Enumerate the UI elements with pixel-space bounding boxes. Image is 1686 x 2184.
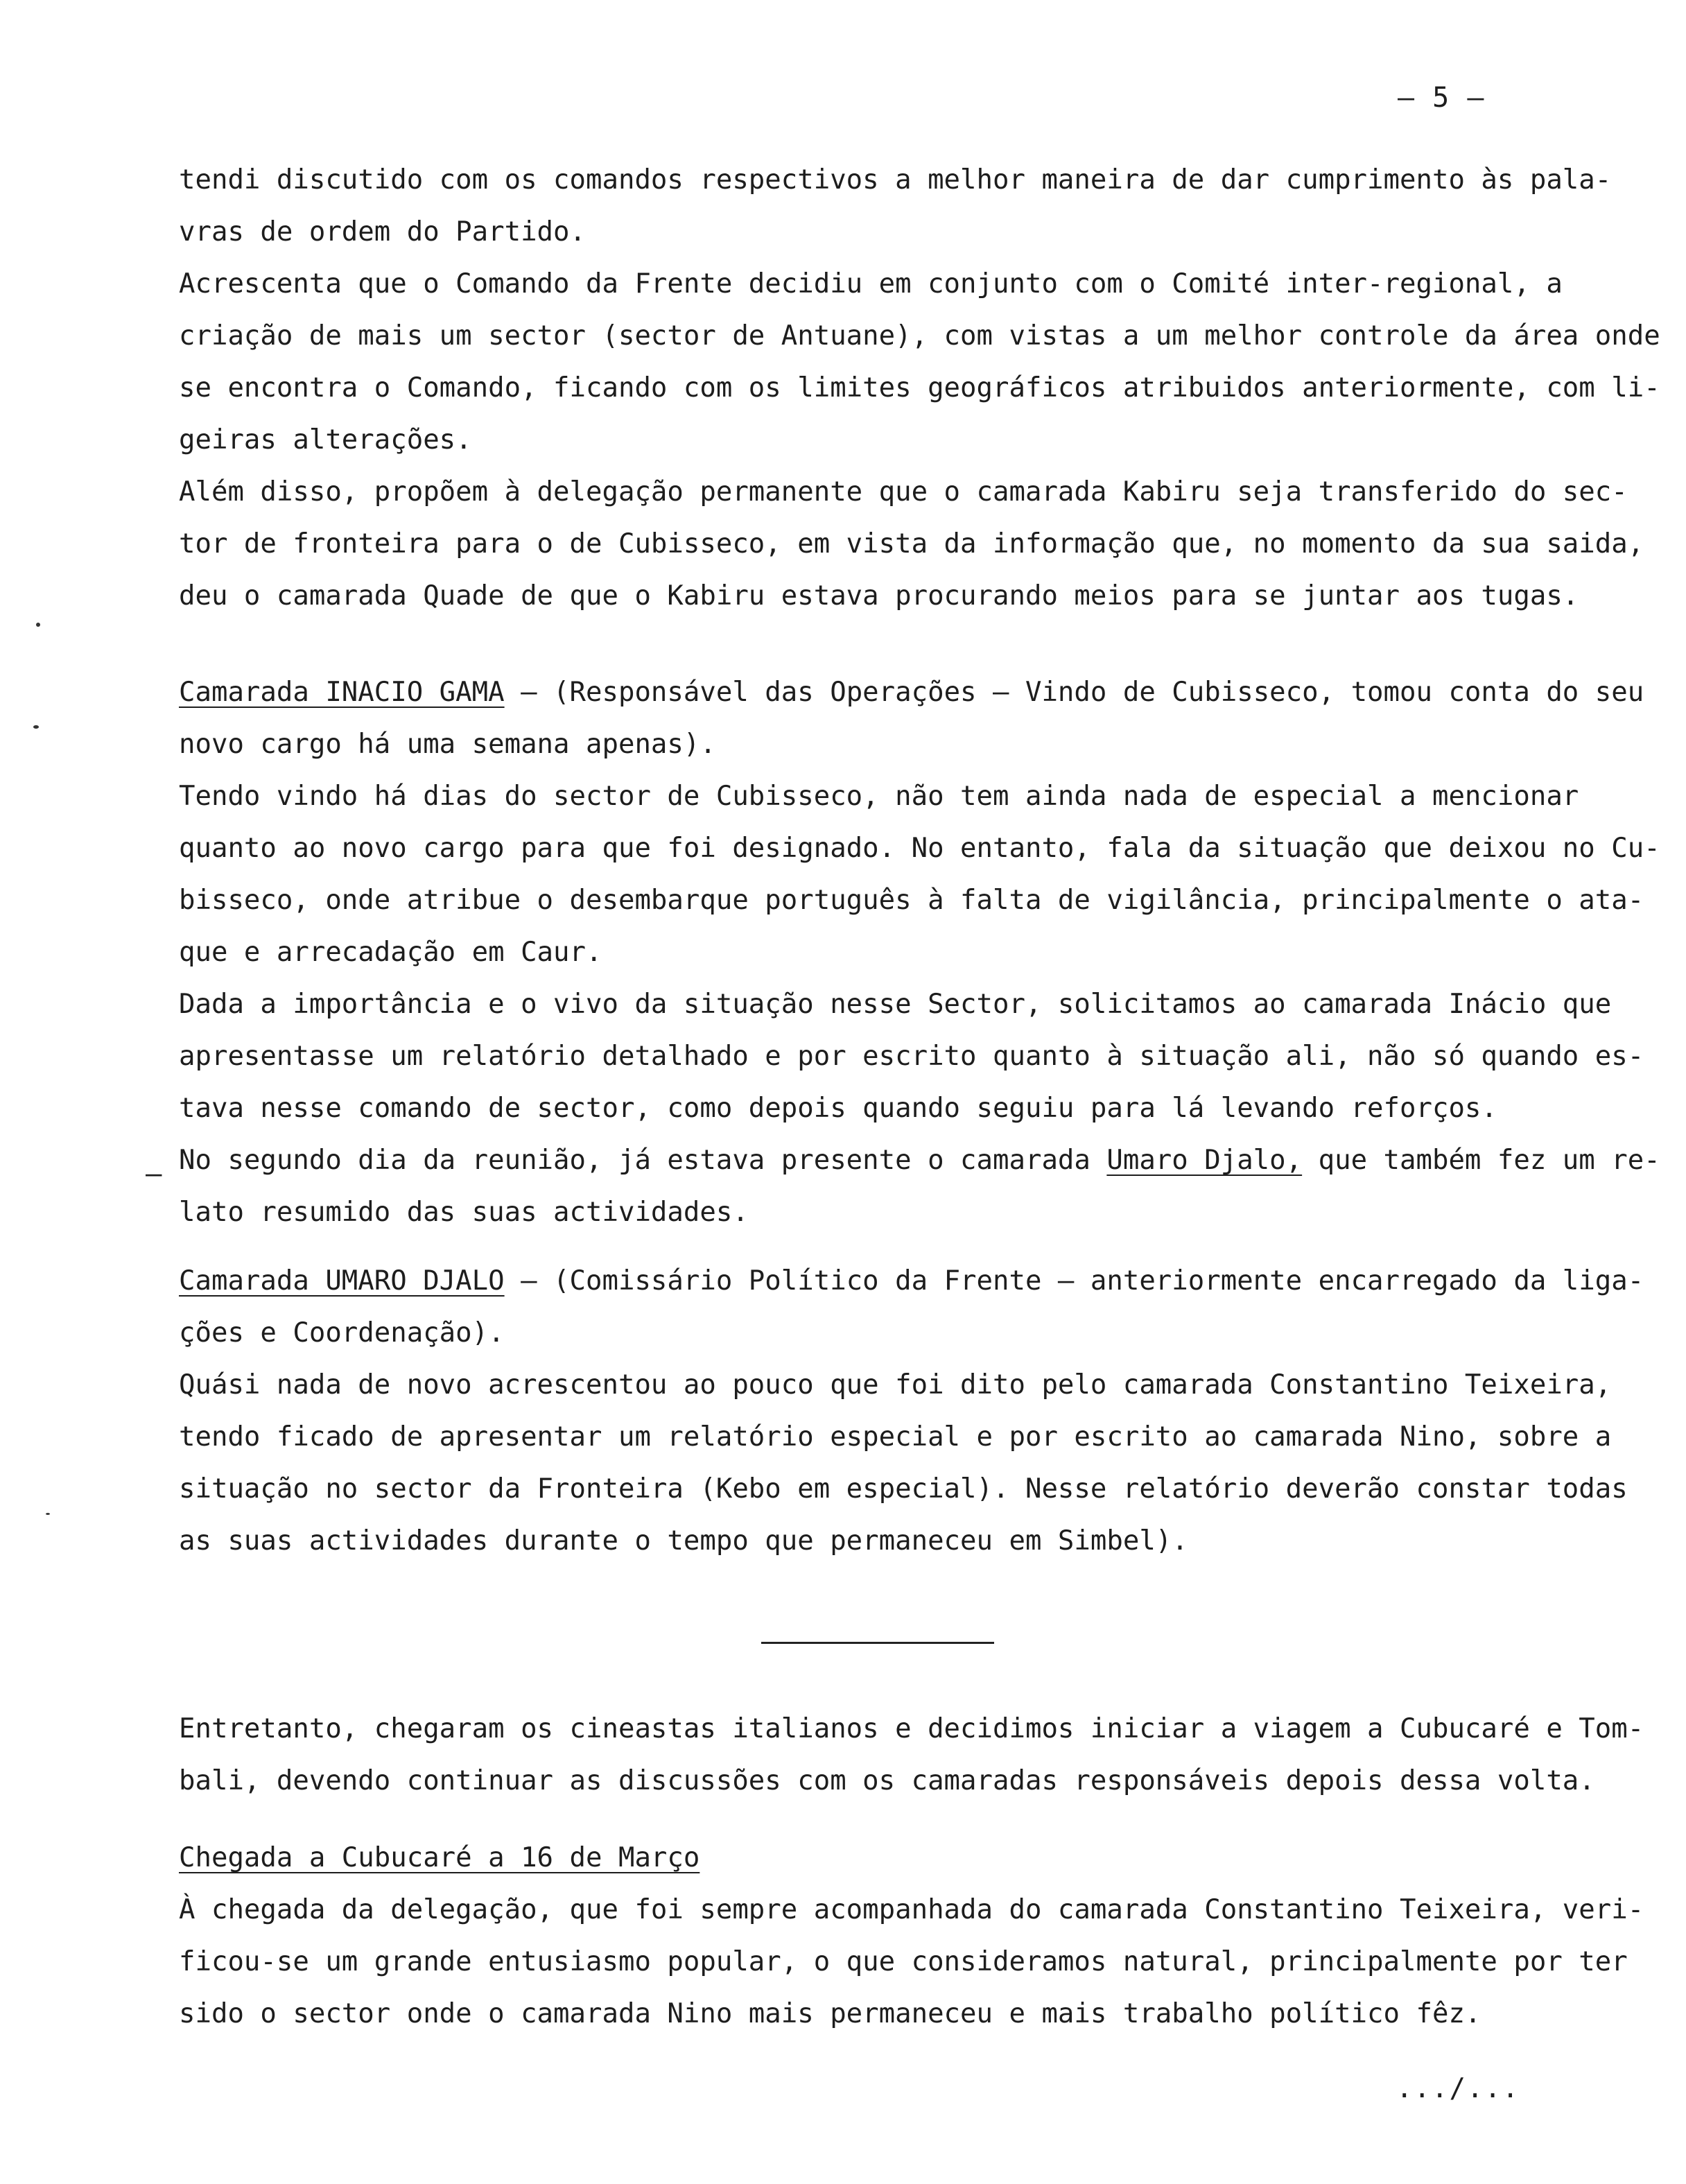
scan-speck <box>46 1513 50 1515</box>
inacio-name-heading: Camarada INACIO GAMA <box>179 677 505 708</box>
text-line: ções e Coordenação). <box>179 1317 505 1349</box>
text-line: Acrescenta que o Comando da Frente decidiu em conjunto com o Comité inter-regional, a <box>179 268 1563 300</box>
text-line: Entretanto, chegaram os cineastas italianos e decidimos iniciar a viagem a Cubucaré e Tom- <box>179 1713 1644 1744</box>
scan-speck <box>33 725 39 729</box>
scan-speck <box>36 623 40 627</box>
text-line: tor de fronteira para o de Cubisseco, em vista da informação que, no momento da sua saida, <box>179 528 1644 560</box>
umaro-section <box>179 1255 1676 1567</box>
second-day-text: No segundo dia da reunião, já estava presente o camarada <box>179 1145 1107 1176</box>
text-line: deu o camarada Quade de que o Kabiru estava procurando meios para se juntar aos tugas. <box>179 580 1579 612</box>
document-body <box>179 154 1676 2040</box>
paragraph-after-separator <box>179 1703 1676 1807</box>
text-line: bisseco, onde atribue o desembarque português à falta de vigilância, principalmente o ata- <box>179 885 1644 916</box>
text-line <box>179 1832 1676 1884</box>
text-line <box>179 1255 1676 1307</box>
text-line: quanto ao novo cargo para que foi designado. No entanto, fala da situação que deixou no Cu- <box>179 833 1660 864</box>
umaro-name-inline: Umaro Djalo, <box>1106 1145 1303 1176</box>
continuation-mark: .../... <box>1396 2073 1520 2104</box>
text-line: Dada a importância e o vivo da situação nesse Sector, solicitamos ao camarada Inácio que <box>179 989 1612 1020</box>
text-line: bali, devendo continuar as discussões com os camaradas responsáveis depois dessa volta. <box>179 1765 1595 1796</box>
text-line <box>179 666 1676 718</box>
text-line: lato resumido das suas actividades. <box>179 1197 749 1228</box>
text-line: vras de ordem do Partido. <box>179 216 586 248</box>
text-line: novo cargo há uma semana apenas). <box>179 729 716 760</box>
text-line <box>179 1134 1676 1186</box>
second-day-text-end: que também fez um re- <box>1302 1145 1660 1176</box>
umaro-name-heading: Camarada UMARO DJALO <box>179 1265 505 1297</box>
inacio-role: – (Responsável das Operações – Vindo de Cubisseco, tomou conta do seu <box>504 677 1644 708</box>
text-line: Além disso, propõem à delegação permanente que o camarada Kabiru seja transferido do sec- <box>179 476 1628 508</box>
text-line: tendi discutido com os comandos respectivos a melhor maneira de dar cumprimento às pala- <box>179 164 1612 196</box>
spacer <box>179 1238 1676 1255</box>
margin-dash: – <box>146 1159 162 1190</box>
text-line: apresentasse um relatório detalhado e por escrito quanto à situação ali, não só quando es- <box>179 1041 1644 1072</box>
separator-line <box>761 1642 994 1644</box>
text-line: tendo ficado de apresentar um relatório especial e por escrito ao camarada Nino, sobre a <box>179 1421 1612 1453</box>
text-line: as suas actividades durante o tempo que permaneceu em Simbel). <box>179 1525 1188 1557</box>
text-line: Quási nada de novo acrescentou ao pouco que foi dito pelo camarada Constantino Teixeira, <box>179 1369 1612 1401</box>
spacer <box>179 622 1676 666</box>
text-line: situação no sector da Fronteira (Kebo em especial). Nesse relatório deverão constar todas <box>179 1473 1628 1505</box>
spacer <box>179 1567 1676 1703</box>
inacio-section <box>179 666 1676 1134</box>
text-line: se encontra o Comando, ficando com os limites geográficos atribuidos anteriormente, com li- <box>179 372 1660 404</box>
text-line: À chegada da delegação, que foi sempre acompanhada do camarada Constantino Teixeira, veri- <box>179 1894 1644 1925</box>
text-line: criação de mais um sector (sector de Antuane), com vistas a um melhor controle da área onde <box>179 320 1660 352</box>
umaro-role: – (Comissário Político da Frente – anteriormente encarregado da liga- <box>504 1265 1644 1297</box>
arrival-heading: Chegada a Cubucaré a 16 de Março <box>179 1842 700 1873</box>
text-line: que e arrecadação em Caur. <box>179 937 602 968</box>
text-line: Tendo vindo há dias do sector de Cubisseco, não tem ainda nada de especial a mencionar <box>179 781 1579 812</box>
text-line: ficou-se um grande entusiasmo popular, o que consideramos natural, principalmente por ter <box>179 1946 1628 1977</box>
text-line: sido o sector onde o camarada Nino mais permaneceu e mais trabalho político fêz. <box>179 1998 1481 2029</box>
text-line: geiras alterações. <box>179 424 472 456</box>
second-day-paragraph <box>179 1134 1676 1238</box>
page-number: – 5 – <box>1398 82 1485 114</box>
arrival-section <box>179 1832 1676 2040</box>
spacer <box>179 1807 1676 1832</box>
paragraph-1 <box>179 154 1676 622</box>
text-line: tava nesse comando de sector, como depois quando seguiu para lá levando reforços. <box>179 1093 1497 1124</box>
